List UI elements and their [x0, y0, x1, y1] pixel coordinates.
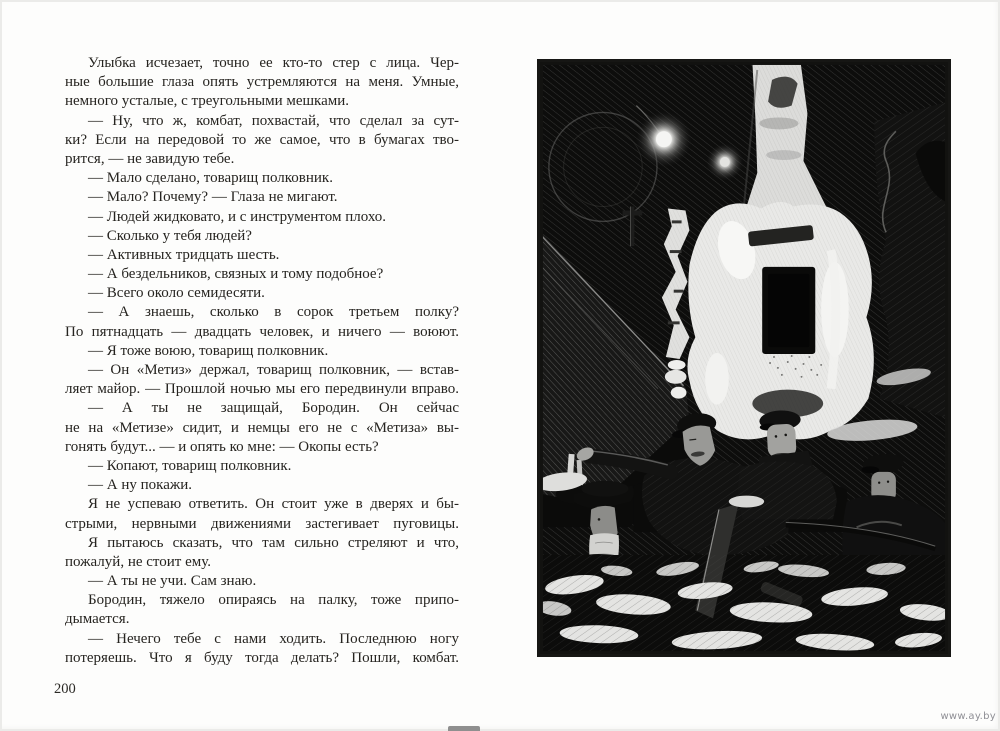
text-line: Бородин, тяжело опираясь на палку, тоже припо- — [88, 592, 459, 609]
text-line: пожалуй, не стоит ему. — [65, 553, 212, 570]
text-line: — Мало? Почему? — Глаза не мигают. — [88, 189, 338, 206]
samovar — [668, 360, 686, 370]
text-line: — Ну, что ж, комбат, похвастай, что сделал за сут- — [88, 112, 459, 129]
text-line: — Копают, товарищ полковник. — [88, 457, 292, 474]
text-line: — Нечего тебе с нами ходить. Последнюю ногу — [88, 630, 459, 647]
watermark: www.ay.by — [940, 711, 996, 722]
text-line: — А бездельников, связных и тому подобное? — [88, 266, 384, 283]
text-line: рится, — не завидую тебе. — [65, 150, 235, 167]
book-illustration — [540, 62, 948, 654]
page-bottom-mark — [448, 726, 480, 731]
ruined-stove — [687, 202, 873, 439]
text-line: ные большие глаза опять устремляются на меня. Умные, — [65, 74, 459, 91]
text-line: не на «Метизе» сидит, и немцы его не с «Метиза» вы- — [65, 419, 459, 436]
text-line: дымается. — [65, 611, 130, 628]
text-line: Я пытаюсь сказать, что там сильно стреляют и что, — [88, 534, 459, 551]
text-line: ляет майор. — Прошлой ночью мы его передвинули вправо. — [65, 381, 459, 398]
text-line: — Людей жидковато, и с инструментом плохо. — [88, 208, 387, 225]
text-line: — Сколько у тебя людей? — [88, 227, 252, 244]
text-line: По пятнадцать — двадцать человек, и ничего — воюют. — [65, 323, 459, 340]
text-line: — Он «Метиз» держал, товарищ полковник, — встав- — [88, 362, 459, 378]
text-line: гонять будут... — и опять ко мне: — Окопы есть? — [65, 438, 379, 455]
text-line: — Я тоже воюю, товарищ полковник. — [88, 342, 329, 359]
text-line: — А ты не защищай, Бородин. Он сейчас — [88, 400, 459, 417]
text-line: — Активных тридцать шесть. — [88, 246, 280, 263]
text-line: Я не успеваю ответить. Он стоит уже в дверях и бы- — [88, 496, 459, 513]
text-line: потеряешь. Что я буду тогда делать? Пошли, комбат. — [65, 649, 459, 666]
text-line: немного усталые, с треугольными мешками. — [65, 93, 350, 110]
body-text — [65, 54, 459, 668]
face — [767, 424, 797, 458]
text-line: — А ну покажи. — [88, 477, 192, 494]
page-number: 200 — [54, 681, 76, 697]
text-line: Улыбка исчезает, точно ее кто-то стер с лица. Чер- — [88, 55, 459, 71]
text-line: — А ты не учи. Сам знаю. — [88, 573, 257, 590]
text-line: — А знаешь, сколько в сорок третьем полку? — [88, 304, 459, 321]
illustration-frame — [537, 59, 951, 657]
text-line: — Всего около семидесяти. — [88, 285, 265, 302]
text-line: стрыми, нервными движениями застегивает пуговицы. — [65, 515, 459, 532]
text-line: ки? Если на передовой то же самое, что в бумагах тво- — [65, 131, 459, 148]
text-line: — Мало сделано, товарищ полковник. — [88, 170, 333, 187]
